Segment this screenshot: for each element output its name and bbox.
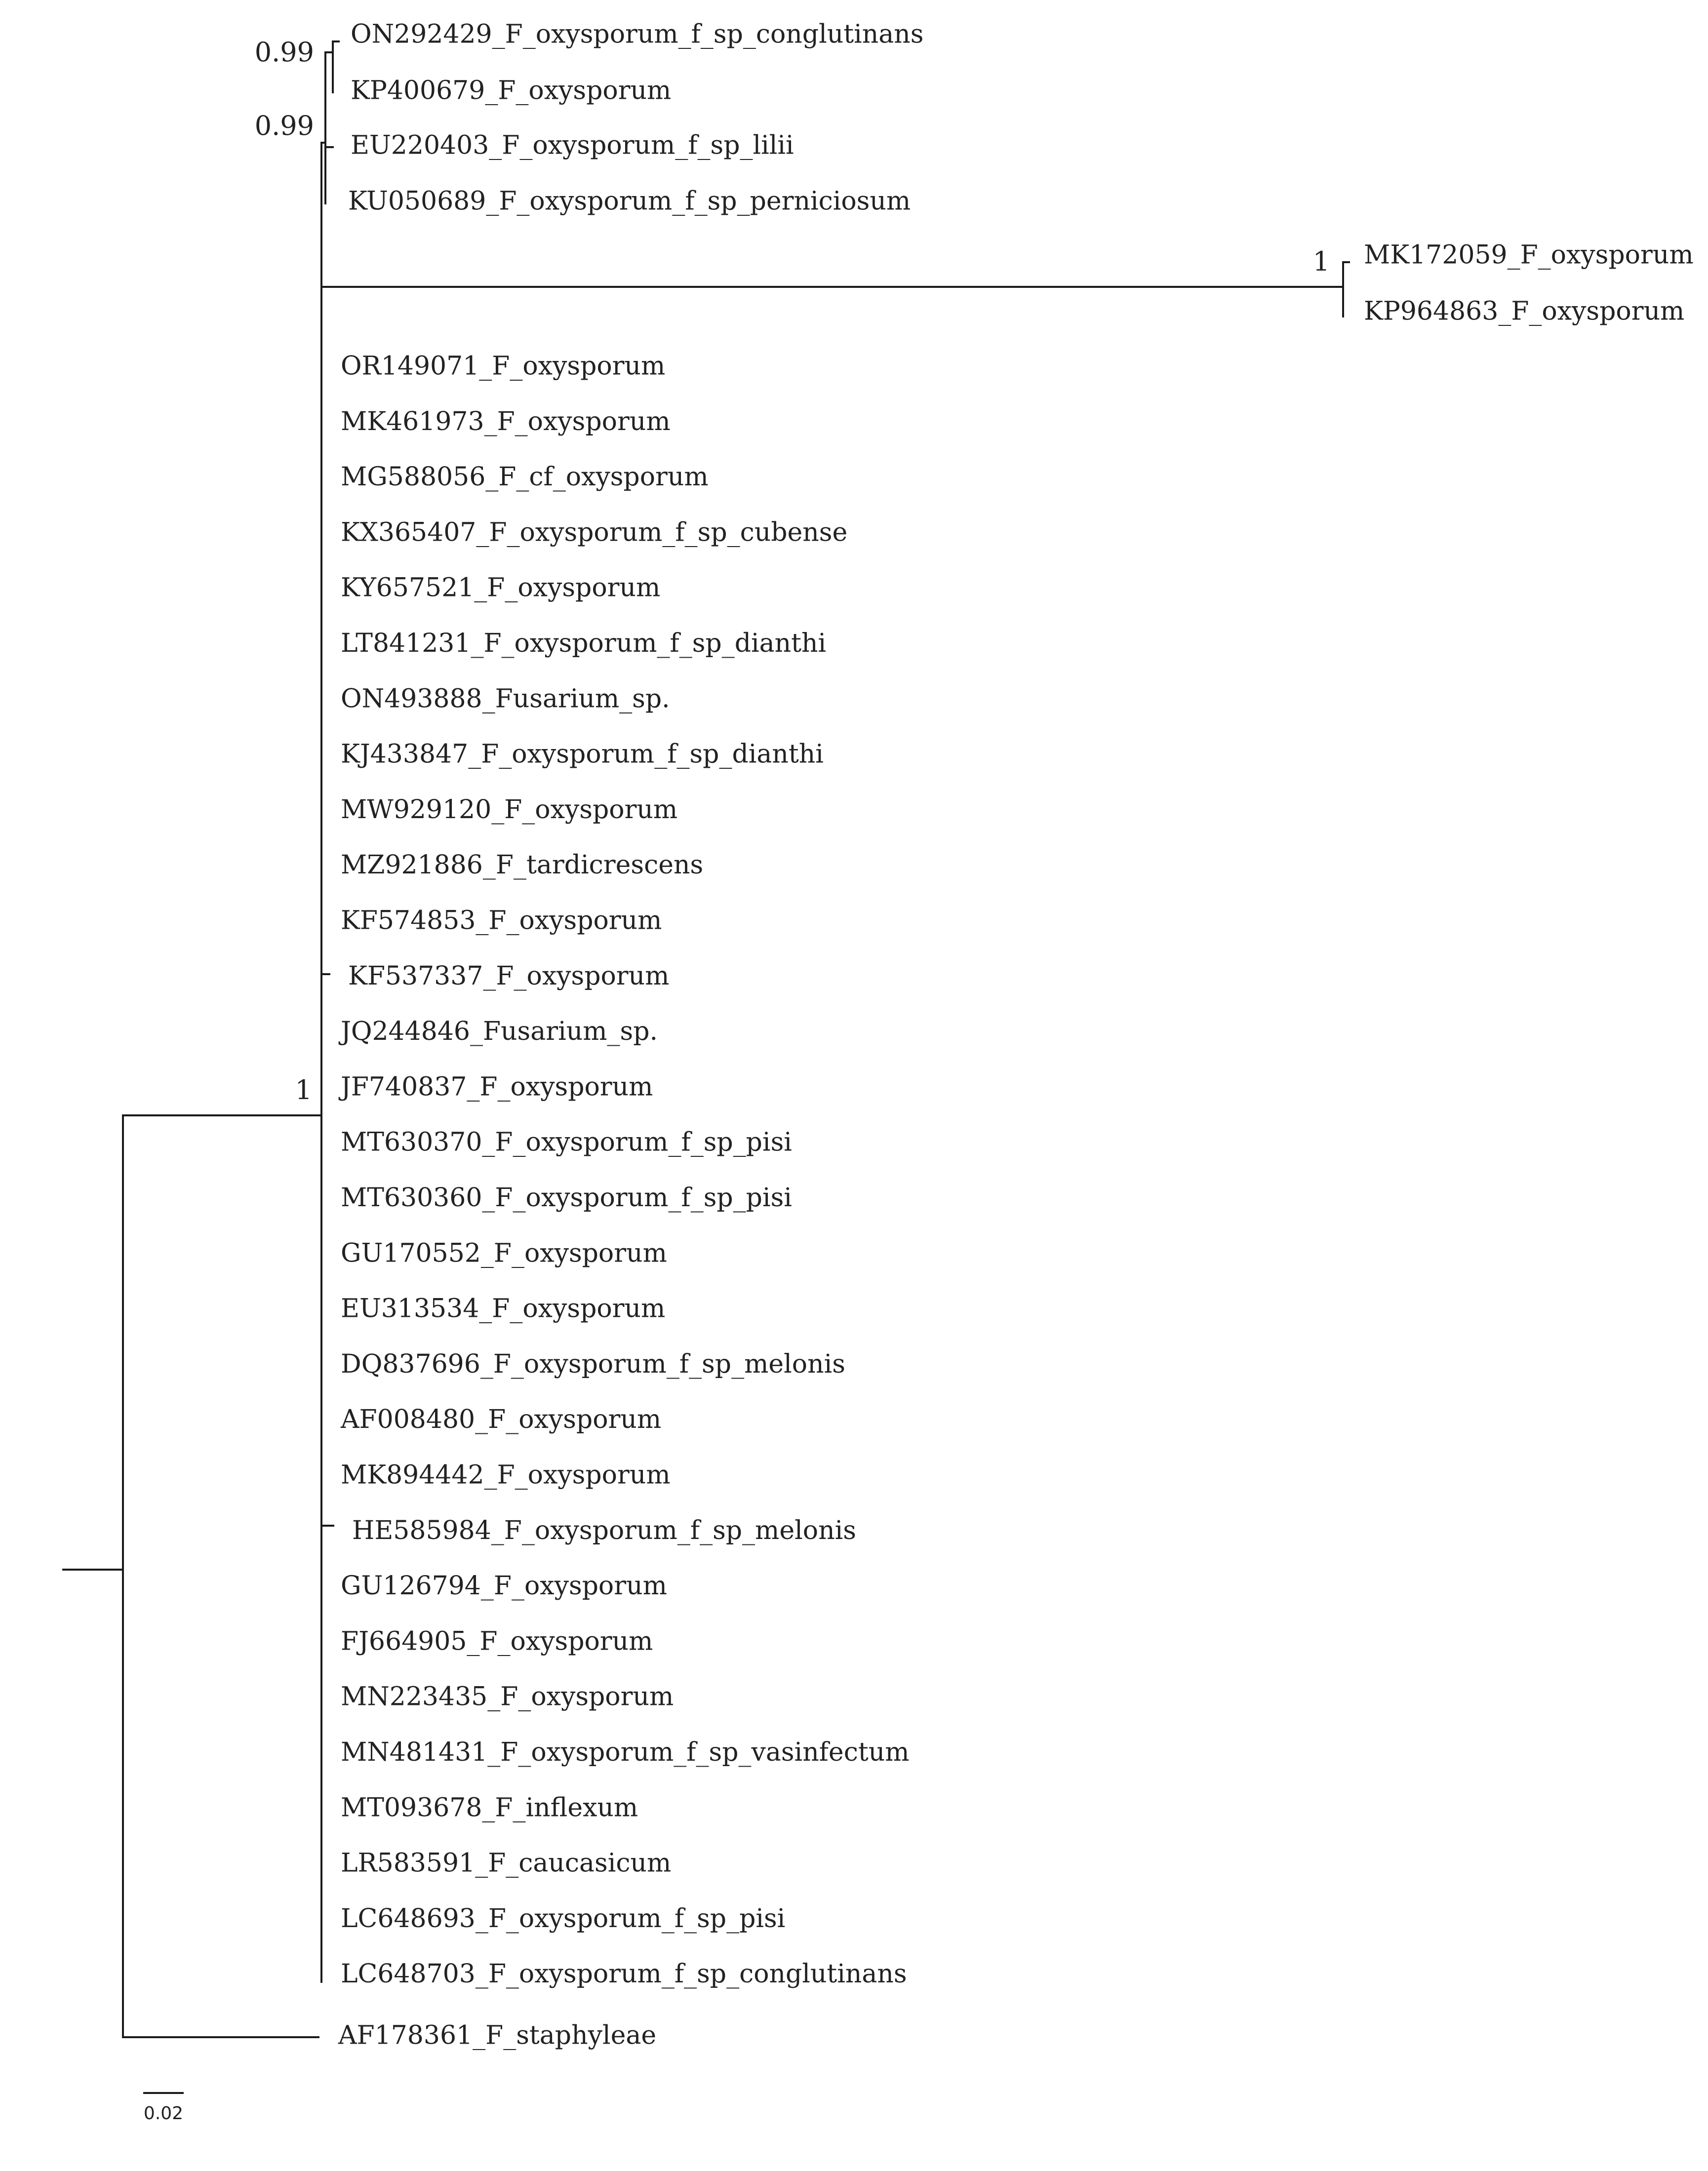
- taxon-label-kp400679-f-oxysporum: KP400679_F_oxysporum: [351, 76, 672, 106]
- taxon-label-mt630360-f-oxysporum-f-sp-pisi: MT630360_F_oxysporum_f_sp_pisi: [341, 1183, 792, 1213]
- taxon-label-lc648703-f-oxysporum-f-sp-conglutinans: LC648703_F_oxysporum_f_sp_conglutinans: [341, 1959, 907, 1989]
- scale-bar: [144, 2093, 183, 2124]
- taxon-label-lr583591-f-caucasicum: LR583591_F_caucasicum: [341, 1848, 672, 1878]
- taxon-label-kf574853-f-oxysporum: KF574853_F_oxysporum: [341, 906, 662, 936]
- taxon-label-mt630370-f-oxysporum-f-sp-pisi: MT630370_F_oxysporum_f_sp_pisi: [341, 1127, 792, 1157]
- support-value: 0.99: [254, 110, 314, 141]
- taxon-label-eu220403-f-oxysporum-f-sp-lilii: EU220403_F_oxysporum_f_sp_lilii: [351, 130, 794, 160]
- taxon-label-mz921886-f-tardicrescens: MZ921886_F_tardicrescens: [341, 850, 704, 880]
- taxon-label-he585984-f-oxysporum-f-sp-melonis: HE585984_F_oxysporum_f_sp_melonis: [352, 1515, 856, 1545]
- taxon-label-gu170552-f-oxysporum: GU170552_F_oxysporum: [341, 1238, 667, 1268]
- taxon-label-jf740837-f-oxysporum: JF740837_F_oxysporum: [341, 1072, 653, 1102]
- taxon-label-kx365407-f-oxysporum-f-sp-cubense: KX365407_F_oxysporum_f_sp_cubense: [341, 517, 848, 548]
- taxon-label-mn223435-f-oxysporum: MN223435_F_oxysporum: [341, 1682, 674, 1712]
- taxon-label-mk894442-f-oxysporum: MK894442_F_oxysporum: [341, 1460, 671, 1490]
- taxon-label-lc648693-f-oxysporum-f-sp-pisi: LC648693_F_oxysporum_f_sp_pisi: [341, 1903, 786, 1934]
- support-value: 1: [1312, 246, 1330, 277]
- taxon-label-ku050689-f-oxysporum-f-sp-perniciosum: KU050689_F_oxysporum_f_sp_perniciosum: [348, 186, 911, 216]
- taxon-label-ky657521-f-oxysporum: KY657521_F_oxysporum: [341, 573, 661, 603]
- taxon-label-kp964863-f-oxysporum: KP964863_F_oxysporum: [1364, 296, 1685, 326]
- taxon-label-fj664905-f-oxysporum: FJ664905_F_oxysporum: [341, 1626, 653, 1657]
- taxon-label-kf537337-f-oxysporum: KF537337_F_oxysporum: [348, 961, 670, 991]
- taxon-label-mk461973-f-oxysporum: MK461973_F_oxysporum: [341, 406, 671, 436]
- taxon-label-mg588056-f-cf-oxysporum: MG588056_F_cf_oxysporum: [341, 462, 709, 492]
- taxon-label-mk172059-f-oxysporum: MK172059_F_oxysporum: [1364, 240, 1694, 270]
- taxon-label-on493888-fusarium-sp: ON493888_Fusarium_sp.: [341, 684, 670, 714]
- taxon-label-af178361-f-staphyleae: AF178361_F_staphyleae: [338, 2020, 657, 2051]
- support-value: 0.99: [254, 37, 314, 68]
- taxon-label-on292429-f-oxysporum-f-sp-conglutinans: ON292429_F_oxysporum_f_sp_conglutinans: [351, 19, 924, 49]
- taxon-label-or149071-f-oxysporum: OR149071_F_oxysporum: [341, 351, 666, 381]
- taxon-label-mt093678-f-inflexum: MT093678_F_inflexum: [341, 1793, 638, 1823]
- taxon-label-mn481431-f-oxysporum-f-sp-vasinfectum: MN481431_F_oxysporum_f_sp_vasinfectum: [341, 1737, 910, 1767]
- taxon-labels: [338, 20, 1694, 2051]
- taxon-label-kj433847-f-oxysporum-f-sp-dianthi: KJ433847_F_oxysporum_f_sp_dianthi: [341, 739, 824, 769]
- taxon-label-dq837696-f-oxysporum-f-sp-melonis: DQ837696_F_oxysporum_f_sp_melonis: [341, 1349, 845, 1379]
- scale-bar-label: 0.02: [143, 2103, 184, 2124]
- taxon-label-gu126794-f-oxysporum: GU126794_F_oxysporum: [341, 1571, 667, 1601]
- taxon-label-mw929120-f-oxysporum: MW929120_F_oxysporum: [341, 794, 678, 825]
- taxon-label-af008480-f-oxysporum: AF008480_F_oxysporum: [341, 1405, 662, 1435]
- taxon-label-eu313534-f-oxysporum: EU313534_F_oxysporum: [341, 1294, 666, 1324]
- taxon-label-jq244846-fusarium-sp: JQ244846_Fusarium_sp.: [341, 1017, 658, 1047]
- taxon-label-lt841231-f-oxysporum-f-sp-dianthi: LT841231_F_oxysporum_f_sp_dianthi: [341, 629, 827, 658]
- support-value: 1: [295, 1074, 312, 1105]
